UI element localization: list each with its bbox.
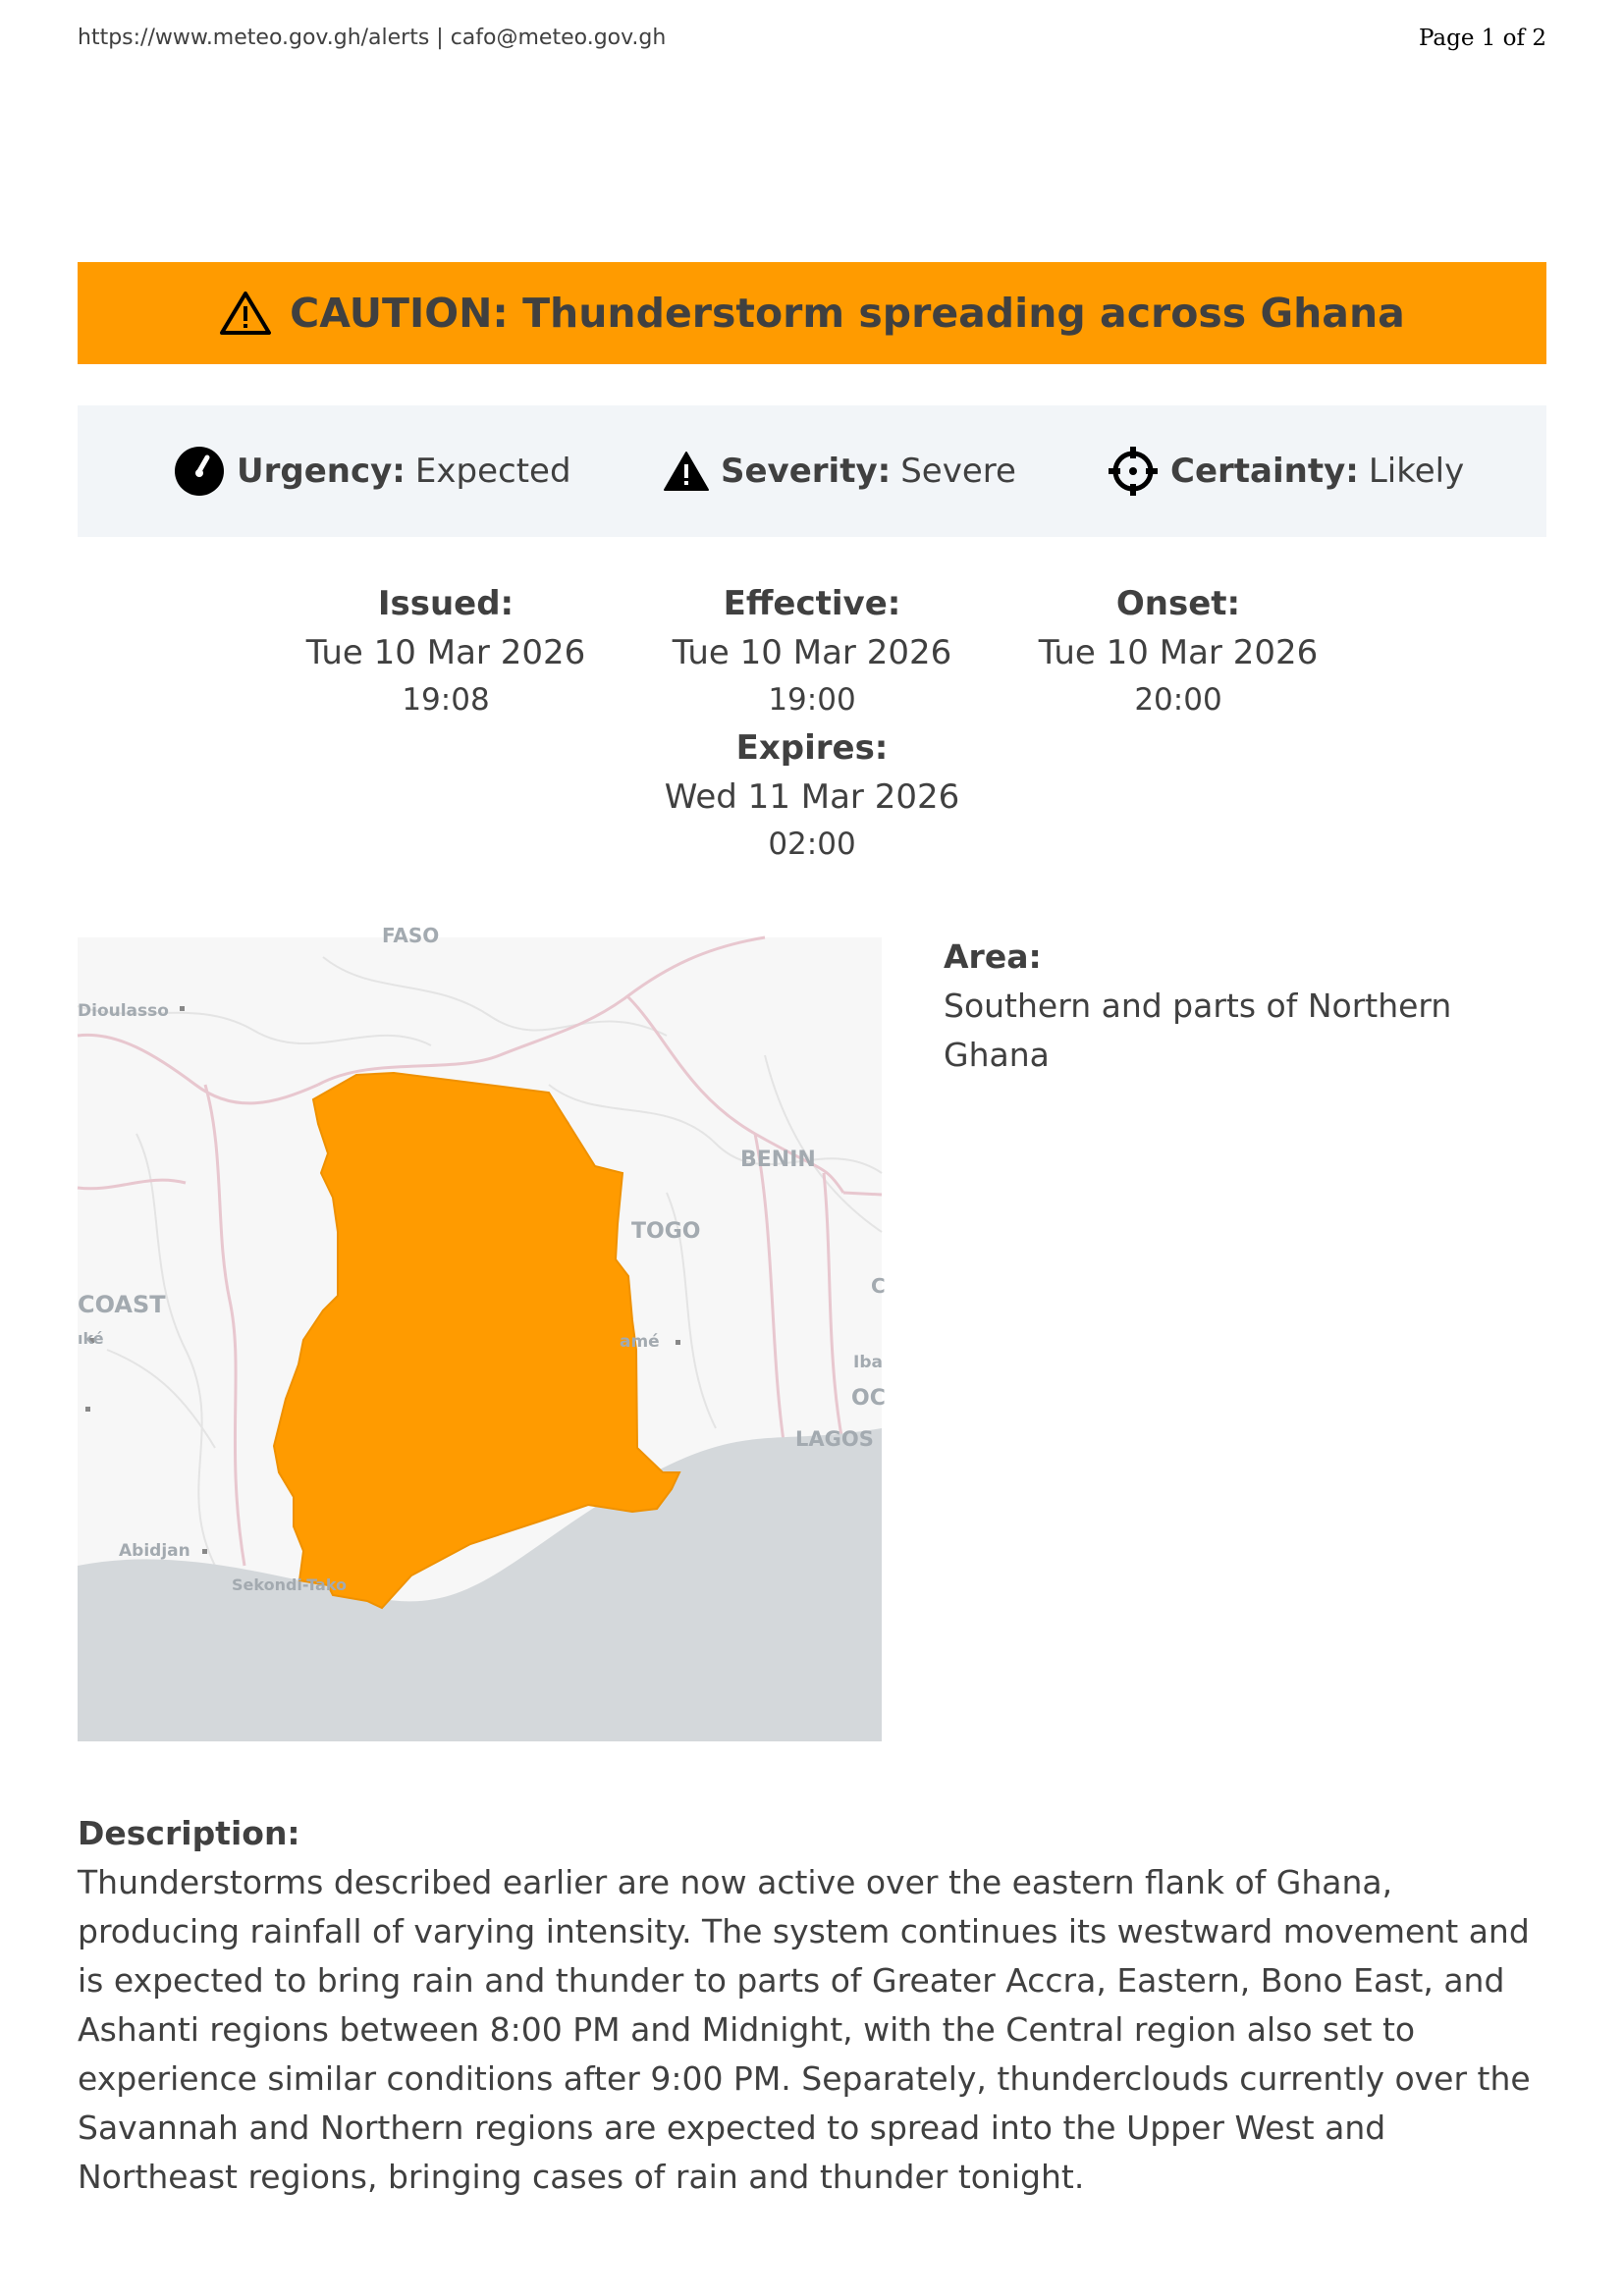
area-label: Area: xyxy=(944,937,1042,976)
map-canvas xyxy=(78,924,886,1741)
severity-label: Severity: xyxy=(721,452,892,491)
crosshair-icon xyxy=(1108,446,1159,497)
map-label-benin: BENIN xyxy=(740,1148,816,1172)
effective-label: Effective: xyxy=(723,584,901,623)
effective-date: Tue 10 Mar 2026 xyxy=(672,633,952,672)
map-label-lome: amé xyxy=(620,1332,660,1352)
issued-time: 19:08 xyxy=(402,682,490,718)
map-label-edge: C xyxy=(871,1274,886,1298)
certainty-value: Likely xyxy=(1368,452,1465,491)
description-block xyxy=(78,1809,1550,2202)
map-label-iba: Iba xyxy=(853,1353,883,1372)
effective-time: 19:00 xyxy=(768,682,856,718)
issued-block xyxy=(279,579,613,722)
issued-date: Tue 10 Mar 2026 xyxy=(305,633,586,672)
expires-block xyxy=(645,723,979,867)
page-indicator: Page 1 of 2 xyxy=(1418,26,1546,51)
map-label-faso: FASO xyxy=(382,924,440,947)
map-label-togo: TOGO xyxy=(631,1219,701,1244)
map-label-coast: COAST xyxy=(78,1291,166,1318)
alert-area-map[interactable] xyxy=(78,924,886,1741)
onset-time: 20:00 xyxy=(1134,682,1222,718)
effective-block xyxy=(645,579,979,722)
clock-icon xyxy=(174,446,225,497)
warning-triangle-icon xyxy=(219,290,272,337)
map-label-sekondi: Sekondi-Tako xyxy=(232,1575,348,1594)
description-text: Thunderstorms described earlier are now active over the eastern flank of Ghana, producing rainfall of varying intensity. The system continues its westward movement and is expected to bring rain and thunder to parts of Greater Accra, Eastern, Bono East, and Ashanti regions between 8:00 PM and Midnight, with the Central region also set to experience similar conditions after 9:00 PM. Separately, thunderclouds currently over the Savannah and Northern regions are expected to spread into the Upper West and Northeast regions, bringing cases of rain and thunder tonight. xyxy=(78,1863,1531,2196)
expires-date: Wed 11 Mar 2026 xyxy=(664,777,960,817)
onset-block xyxy=(1011,579,1345,722)
area-text: Southern and parts of Northern Ghana xyxy=(944,987,1452,1074)
alert-summary-bar xyxy=(78,405,1546,537)
header-url-line: https://www.meteo.gov.gh/alerts | cafo@meteo.gov.gh xyxy=(78,26,667,50)
map-label-oc: OC xyxy=(851,1386,886,1411)
severity-value: Severe xyxy=(900,452,1016,491)
area-block xyxy=(944,933,1493,1080)
map-label-yake: ıké xyxy=(78,1329,104,1348)
urgency-value: Expected xyxy=(414,452,571,491)
certainty-item xyxy=(1108,405,1464,537)
map-label-lagos: LAGOS xyxy=(795,1427,874,1451)
description-label: Description: xyxy=(78,1814,300,1852)
severity-item xyxy=(664,405,1016,537)
urgency-label: Urgency: xyxy=(237,452,406,491)
certainty-label: Certainty: xyxy=(1170,452,1359,491)
alert-banner xyxy=(78,262,1546,364)
warning-filled-icon xyxy=(664,451,709,492)
map-label-dioulasso: Dioulasso xyxy=(78,1001,169,1021)
expires-time: 02:00 xyxy=(768,827,856,862)
alert-title: CAUTION: Thunderstorm spreading across Ghana xyxy=(290,290,1405,337)
onset-label: Onset: xyxy=(1115,584,1241,623)
map-label-abidjan: Abidjan xyxy=(119,1541,190,1561)
issued-label: Issued: xyxy=(377,584,514,623)
urgency-item xyxy=(174,405,571,537)
expires-label: Expires: xyxy=(735,728,889,768)
onset-date: Tue 10 Mar 2026 xyxy=(1038,633,1319,672)
